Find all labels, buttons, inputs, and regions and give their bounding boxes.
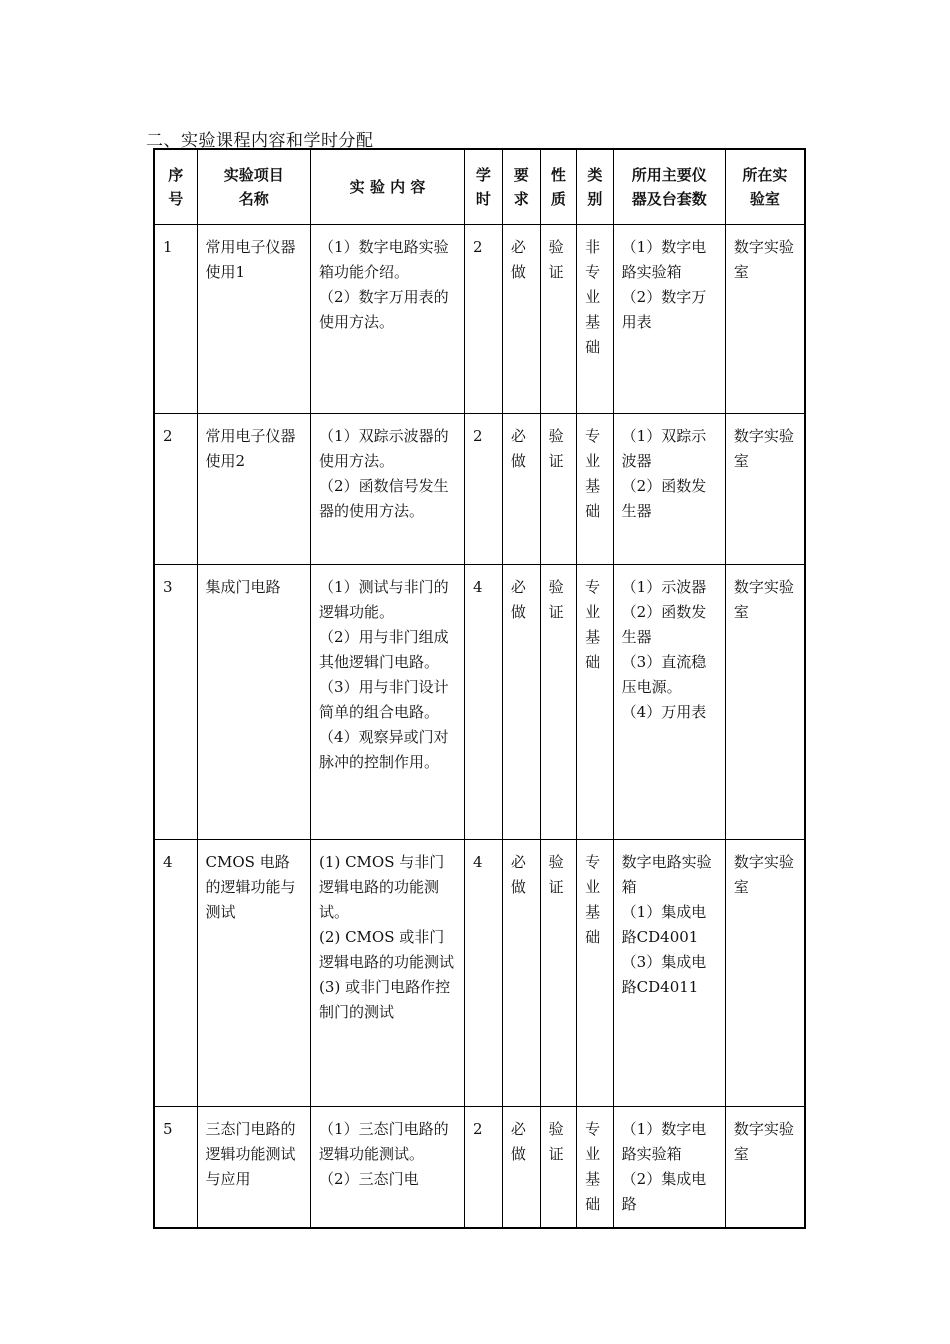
header-lab: 所在实 验室 bbox=[725, 149, 805, 225]
cell-category: 非 专 业 基 础 bbox=[577, 225, 614, 414]
header-nature: 性 质 bbox=[540, 149, 577, 225]
cell-requirement: 必 做 bbox=[502, 1107, 540, 1229]
cell-lab: 数字实验室 bbox=[725, 565, 805, 840]
cell-category: 专 业 基 础 bbox=[577, 565, 614, 840]
header-content: 实 验 内 容 bbox=[311, 149, 465, 225]
cell-content: （1）数字电路实验箱功能介绍。 （2）数字万用表的使用方法。 bbox=[311, 225, 465, 414]
table-row bbox=[154, 840, 805, 1107]
cell-nature: 验 证 bbox=[540, 840, 577, 1107]
cell-content: （1）双踪示波器的使用方法。 （2）函数信号发生器的使用方法。 bbox=[311, 414, 465, 565]
cell-hours: 4 bbox=[464, 565, 502, 840]
cell-equipment: （1）数字电路实验箱 （2）集成电路 bbox=[613, 1107, 725, 1229]
cell-name: 常用电子仪器使用2 bbox=[197, 414, 311, 565]
cell-lab: 数字实验室 bbox=[725, 414, 805, 565]
header-requirement: 要 求 bbox=[502, 149, 540, 225]
cell-name: 集成门电路 bbox=[197, 565, 311, 840]
cell-requirement: 必 做 bbox=[502, 565, 540, 840]
cell-hours: 2 bbox=[464, 414, 502, 565]
cell-nature: 验 证 bbox=[540, 1107, 577, 1229]
cell-content: （1）测试与非门的逻辑功能。 （2）用与非门组成其他逻辑门电路。 （3）用与非门设计简单的组合电路。 （4）观察异或门对脉冲的控制作用。 bbox=[311, 565, 465, 840]
header-category: 类 别 bbox=[577, 149, 614, 225]
cell-lab: 数字实验室 bbox=[725, 225, 805, 414]
cell-lab: 数字实验室 bbox=[725, 840, 805, 1107]
cell-name: CMOS 电路的逻辑功能与测试 bbox=[197, 840, 311, 1107]
cell-equipment: （1）示波器 （2）函数发生器 （3）直流稳压电源。 （4）万用表 bbox=[613, 565, 725, 840]
cell-no: 3 bbox=[154, 565, 197, 840]
cell-name: 常用电子仪器使用1 bbox=[197, 225, 311, 414]
cell-nature: 验 证 bbox=[540, 565, 577, 840]
table-row bbox=[154, 225, 805, 414]
cell-content: （1）三态门电路的逻辑功能测试。 （2）三态门电 bbox=[311, 1107, 465, 1229]
cell-equipment: 数字电路实验箱 （1）集成电路CD4001 （3）集成电路CD4011 bbox=[613, 840, 725, 1107]
course-content-table bbox=[153, 148, 806, 1229]
header-hours: 学 时 bbox=[464, 149, 502, 225]
section-heading: 二、实验课程内容和学时分配 bbox=[146, 131, 374, 151]
cell-name: 三态门电路的逻辑功能测试与应用 bbox=[197, 1107, 311, 1229]
cell-requirement: 必 做 bbox=[502, 225, 540, 414]
cell-lab: 数字实验室 bbox=[725, 1107, 805, 1229]
cell-hours: 2 bbox=[464, 1107, 502, 1229]
cell-equipment: （1）双踪示波器 （2）函数发生器 bbox=[613, 414, 725, 565]
header-no: 序 号 bbox=[154, 149, 197, 225]
header-name: 实验项目 名称 bbox=[197, 149, 311, 225]
cell-hours: 4 bbox=[464, 840, 502, 1107]
cell-category: 专 业 基 础 bbox=[577, 414, 614, 565]
cell-no: 1 bbox=[154, 225, 197, 414]
cell-nature: 验 证 bbox=[540, 414, 577, 565]
cell-hours: 2 bbox=[464, 225, 502, 414]
header-equipment: 所用主要仪 器及台套数 bbox=[613, 149, 725, 225]
cell-requirement: 必 做 bbox=[502, 840, 540, 1107]
cell-content: (1) CMOS 与非门逻辑电路的功能测试。 (2) CMOS 或非门逻辑电路的功能测试 (3) 或非门电路作控制门的测试 bbox=[311, 840, 465, 1107]
cell-no: 2 bbox=[154, 414, 197, 565]
cell-category: 专 业 基 础 bbox=[577, 1107, 614, 1229]
table-header-row bbox=[154, 149, 805, 225]
cell-no: 4 bbox=[154, 840, 197, 1107]
table-row bbox=[154, 1107, 805, 1229]
cell-no: 5 bbox=[154, 1107, 197, 1229]
cell-equipment: （1）数字电路实验箱 （2）数字万用表 bbox=[613, 225, 725, 414]
cell-nature: 验 证 bbox=[540, 225, 577, 414]
cell-category: 专 业 基 础 bbox=[577, 840, 614, 1107]
cell-requirement: 必 做 bbox=[502, 414, 540, 565]
table-row bbox=[154, 414, 805, 565]
table-row bbox=[154, 565, 805, 840]
